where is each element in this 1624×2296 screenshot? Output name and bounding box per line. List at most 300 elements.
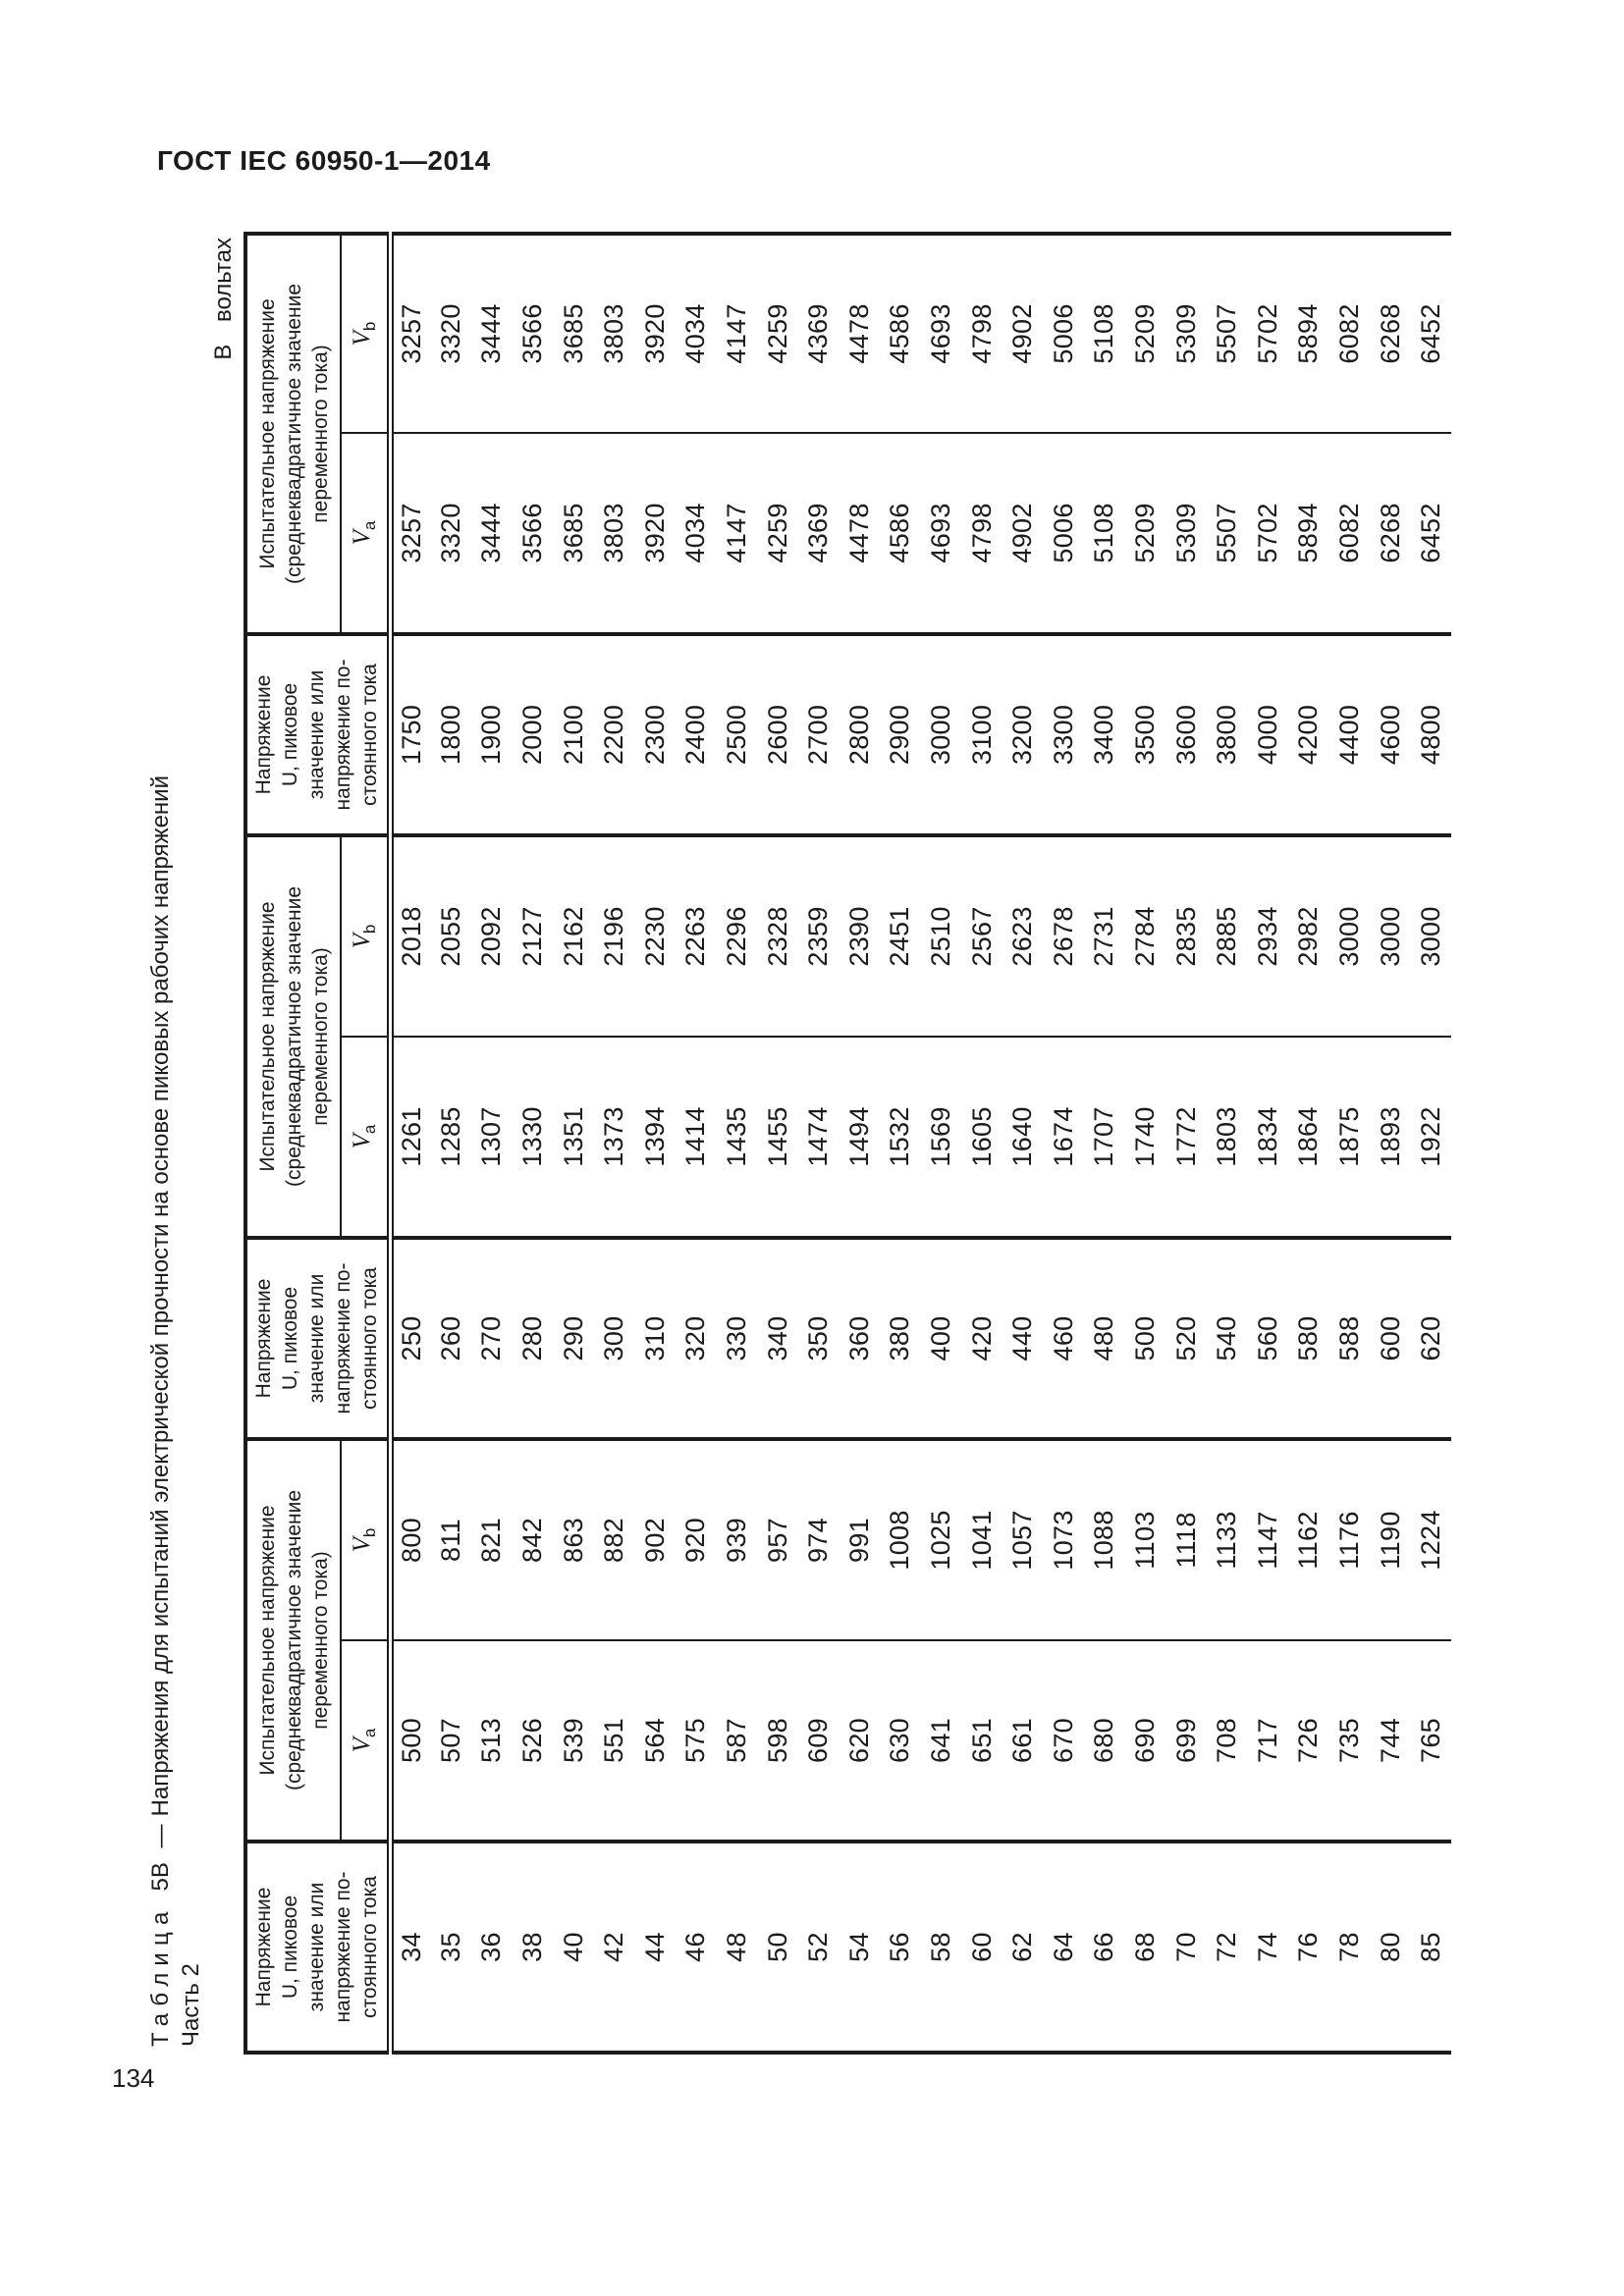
cell-group2-u-row8: 320 [676,1238,717,1439]
cell-group1-va-row16: 661 [1002,1640,1044,1842]
rotated-table-block [147,236,1458,2055]
cell-group3-va-row9: 4147 [717,433,758,634]
cell-group3-va-row4: 3566 [513,433,554,634]
header-text-line: стоянного тока [358,664,382,806]
table-row [635,234,677,2053]
cell-group3-u-row21: 3800 [1207,634,1248,835]
header-vb-group2 [341,835,390,1037]
cell-group1-vb-row2: 811 [431,1439,472,1640]
cell-group1-u-row22: 74 [1252,1932,1282,1962]
cell-group3-u-row22: 4000 [1247,634,1288,835]
cell-group1-u-row24: 78 [1333,1932,1364,1962]
cell-group3-u-row11: 2700 [798,634,839,835]
cell-group3-vb-row23: 5894 [1288,234,1329,433]
table-caption-number: 5В [147,1862,174,1892]
header-text-line: переменного тока) [308,345,332,523]
cell-group1-vb-row11: 974 [798,1439,839,1640]
header-va-group2 [341,1037,390,1238]
table-caption [147,775,175,2047]
cell-group1-u-row14: 58 [926,1932,956,1962]
cell-group1-vb-row6: 882 [594,1439,635,1640]
cell-group2-u-row5: 290 [553,1238,594,1439]
cell-group2-va-row6: 1373 [594,1037,635,1238]
cell-group2-va-row12: 1494 [839,1037,881,1238]
cell-group2-u-row10: 340 [757,1238,798,1439]
cell-group1-vb-row16: 1057 [1002,1439,1044,1640]
cell-group3-va-row1: 3257 [390,433,431,634]
cell-group2-va-row19: 1740 [1125,1037,1166,1238]
table-row [1288,234,1329,2053]
cell-group3-vb-row9: 4147 [717,234,758,433]
cell-group1-va-row6: 551 [594,1640,635,1842]
cell-group1-u-row21: 72 [1212,1932,1242,1962]
table-row [961,234,1002,2053]
header-text-line: значение или [305,1273,329,1404]
cell-group1-vb-row15: 1041 [961,1439,1002,1640]
cell-group2-va-row22: 1834 [1247,1037,1288,1238]
cell-group3-vb-row17: 5006 [1044,234,1085,433]
header-row-main [245,234,341,2053]
header-text-line: U, пиковое [279,682,302,787]
cell-group2-vb-row22: 2934 [1247,835,1288,1037]
cell-group3-u-row20: 3600 [1165,634,1207,835]
cell-group1-va-row5: 539 [553,1640,594,1842]
cell-group2-va-row20: 1772 [1165,1037,1207,1238]
cell-group2-va-row26: 1922 [1411,1037,1452,1238]
cell-group3-vb-row16: 4902 [1002,234,1044,433]
header-test-group3 [245,234,341,634]
v-symbol: V [348,530,375,546]
cell-group3-u-row13: 2900 [880,634,921,835]
header-text-line: стоянного тока [358,1267,382,1410]
cell-group2-vb-row23: 2982 [1288,835,1329,1037]
cell-group1-va-row14: 641 [921,1640,962,1842]
header-vb-group1 [341,1439,390,1640]
v-subscript: a [359,1728,379,1738]
table-row [390,234,431,2053]
header-text-line: напряжение по- [332,659,355,811]
cell-group1-u-row9: 48 [722,1932,752,1962]
cell-group2-vb-row26: 3000 [1411,835,1452,1037]
header-text-line: U, пиковое [279,1895,302,2000]
cell-group3-va-row11: 4369 [798,433,839,634]
cell-group3-u-row1: 1750 [390,634,431,835]
cell-group3-u-row14: 3000 [921,634,962,835]
table-caption-title: Напряжения для испытаний электрической прочности на основе пиковых рабочих напряжений [147,775,174,1817]
cell-group3-va-row10: 4259 [757,433,798,634]
cell-group2-u-row3: 270 [471,1238,513,1439]
cell-group3-va-row26: 6452 [1411,433,1452,634]
cell-group1-va-row4: 526 [513,1640,554,1842]
cell-group3-vb-row14: 4693 [921,234,962,433]
cell-group2-va-row15: 1605 [961,1037,1002,1238]
cell-group1-va-row9: 587 [717,1640,758,1842]
header-test-group1 [245,1439,341,1842]
cell-group1-va-row22: 717 [1247,1640,1288,1842]
header-text-line: Испытательное напряжение [255,1505,279,1776]
cell-group3-u-row8: 2400 [676,634,717,835]
header-text-line: переменного тока) [308,947,332,1126]
v-symbol: V [348,1537,375,1553]
cell-group3-va-row5: 3685 [553,433,594,634]
cell-group2-vb-row25: 3000 [1370,835,1411,1037]
cell-group2-u-row13: 380 [880,1238,921,1439]
cell-group3-u-row25: 4600 [1370,634,1411,835]
cell-group1-u-row7: 44 [639,1932,670,1962]
cell-group1-va-row13: 630 [880,1640,921,1842]
cell-group2-u-row4: 280 [513,1238,554,1439]
header-text-line: Напряжение [252,1278,276,1399]
header-text-line: Напряжение [252,674,276,795]
cell-group3-va-row20: 5309 [1165,433,1207,634]
header-text-line: стоянного тока [358,1876,382,2018]
cell-group2-vb-row3: 2092 [471,835,513,1037]
cell-group1-u-row3: 36 [476,1932,507,1962]
cell-group1-va-row10: 598 [757,1640,798,1842]
cell-group3-va-row22: 5702 [1247,433,1288,634]
page-number: 134 [112,2063,155,2093]
cell-group3-vb-row18: 5108 [1084,234,1125,433]
cell-group2-va-row16: 1640 [1002,1037,1044,1238]
cell-group1-va-row1: 500 [390,1640,431,1842]
cell-group1-va-row3: 513 [471,1640,513,1842]
table-row [1165,234,1207,2053]
cell-group3-vb-row15: 4798 [961,234,1002,433]
cell-group2-vb-row7: 2230 [635,835,677,1037]
cell-group2-vb-row13: 2451 [880,835,921,1037]
table-caption-dash: — [147,1824,174,1848]
cell-group2-u-row21: 540 [1207,1238,1248,1439]
cell-group3-u-row17: 3300 [1044,634,1085,835]
cell-group2-vb-row14: 2510 [921,835,962,1037]
cell-group3-u-row2: 1800 [431,634,472,835]
cell-group3-u-row4: 2000 [513,634,554,835]
cell-group1-u-row4: 38 [517,1932,548,1962]
header-text-line: переменного тока) [308,1551,332,1730]
header-test-group2 [245,835,341,1238]
cell-group1-u-row12: 54 [843,1932,874,1962]
cell-group2-vb-row4: 2127 [513,835,554,1037]
cell-group2-va-row25: 1893 [1370,1037,1411,1238]
cell-group1-u-row6: 42 [599,1932,629,1962]
cell-group2-va-row5: 1351 [553,1037,594,1238]
cell-group3-va-row2: 3320 [431,433,472,634]
cell-group2-u-row11: 350 [798,1238,839,1439]
header-text-line: напряжение по- [332,1871,355,2023]
document-title: ГОСТ IEC 60950-1—2014 [157,145,491,176]
cell-group2-vb-row12: 2390 [839,835,881,1037]
cell-group3-va-row13: 4586 [880,433,921,634]
cell-group1-va-row19: 690 [1125,1640,1166,1842]
table-row [676,234,717,2053]
cell-group3-va-row6: 3803 [594,433,635,634]
cell-group3-vb-row22: 5702 [1247,234,1288,433]
header-u-group1 [245,1842,390,2053]
cell-group1-vb-row7: 902 [635,1439,677,1640]
cell-group2-vb-row15: 2567 [961,835,1002,1037]
header-vb-group3 [341,234,390,433]
header-text-line: (среднеквадратичное значение [282,1489,305,1790]
cell-group3-va-row14: 4693 [921,433,962,634]
header-u-group3 [245,634,390,835]
table-row [1044,234,1085,2053]
cell-group1-va-row25: 744 [1370,1640,1411,1842]
header-va-group3 [341,433,390,634]
table-row [798,234,839,2053]
cell-group2-va-row9: 1435 [717,1037,758,1238]
table-caption-part: Часть 2 [178,1963,204,2047]
cell-group3-u-row26: 4800 [1411,634,1452,835]
cell-group3-va-row8: 4034 [676,433,717,634]
table-row [553,234,594,2053]
cell-group1-vb-row9: 939 [717,1439,758,1640]
cell-group1-vb-row1: 800 [390,1439,431,1640]
cell-group3-va-row23: 5894 [1288,433,1329,634]
cell-group3-va-row12: 4478 [839,433,881,634]
cell-group3-u-row24: 4400 [1329,634,1371,835]
table-row [1329,234,1371,2053]
v-subscript: a [359,520,379,531]
v-subscript: b [359,924,379,934]
cell-group2-u-row9: 330 [717,1238,758,1439]
table-caption-word: Таблица [147,1904,174,2047]
cell-group2-va-row10: 1455 [757,1037,798,1238]
cell-group1-vb-row25: 1190 [1370,1439,1411,1640]
v-subscript: b [359,1527,379,1538]
cell-group1-vb-row5: 863 [553,1439,594,1640]
cell-group1-u-row2: 35 [435,1932,465,1962]
cell-group2-u-row15: 420 [961,1238,1002,1439]
cell-group3-u-row16: 3200 [1002,634,1044,835]
header-row-sub [341,234,390,2053]
table-row [1207,234,1248,2053]
cell-group2-va-row4: 1330 [513,1037,554,1238]
cell-group1-u-row1: 34 [397,1932,427,1962]
cell-group2-u-row22: 560 [1247,1238,1288,1439]
cell-group3-vb-row24: 6082 [1329,234,1371,433]
cell-group2-va-row7: 1394 [635,1037,677,1238]
cell-group2-u-row26: 620 [1411,1238,1452,1439]
table-row [880,234,921,2053]
cell-group3-u-row19: 3500 [1125,634,1166,835]
cell-group3-u-row18: 3400 [1084,634,1125,835]
cell-group2-u-row24: 588 [1329,1238,1371,1439]
cell-group3-u-row5: 2100 [553,634,594,835]
cell-group2-u-row20: 520 [1165,1238,1207,1439]
header-text-line: Испытательное напряжение [255,298,279,569]
cell-group2-vb-row10: 2328 [757,835,798,1037]
cell-group3-u-row3: 1900 [471,634,513,835]
cell-group3-va-row25: 6268 [1370,433,1411,634]
cell-group3-va-row18: 5108 [1084,433,1125,634]
cell-group3-u-row10: 2600 [757,634,798,835]
header-text-line: значение или [305,669,329,800]
cell-group2-u-row7: 310 [635,1238,677,1439]
header-text-line: напряжение по- [332,1262,355,1415]
cell-group3-vb-row4: 3566 [513,234,554,433]
cell-group2-va-row21: 1803 [1207,1037,1248,1238]
table-header [245,234,390,2053]
header-text-line: Испытательное напряжение [255,901,279,1172]
v-subscript: b [359,321,379,332]
header-text-line: значение или [305,1882,329,2012]
cell-group2-u-row16: 440 [1002,1238,1044,1439]
cell-group1-va-row15: 651 [961,1640,1002,1842]
cell-group1-u-row11: 52 [803,1932,834,1962]
cell-group1-vb-row8: 920 [676,1439,717,1640]
table-row [921,234,962,2053]
v-symbol: V [348,1737,375,1753]
voltage-table [244,232,1451,2055]
cell-group1-u-row25: 80 [1375,1932,1405,1962]
cell-group2-vb-row24: 3000 [1329,835,1371,1037]
cell-group2-va-row14: 1569 [921,1037,962,1238]
header-text-line: Напряжение [252,1887,276,2007]
cell-group1-va-row26: 765 [1411,1640,1452,1842]
cell-group2-va-row2: 1285 [431,1037,472,1238]
cell-group1-vb-row21: 1133 [1207,1439,1248,1640]
cell-group1-u-row20: 70 [1170,1932,1201,1962]
cell-group3-vb-row10: 4259 [757,234,798,433]
cell-group1-vb-row23: 1162 [1288,1439,1329,1640]
cell-group1-va-row11: 609 [798,1640,839,1842]
cell-group1-vb-row26: 1224 [1411,1439,1452,1640]
cell-group2-vb-row18: 2731 [1084,835,1125,1037]
header-text-line: U, пиковое [279,1286,302,1391]
cell-group3-va-row17: 5006 [1044,433,1085,634]
cell-group3-u-row23: 4200 [1288,634,1329,835]
cell-group1-u-row23: 76 [1293,1932,1324,1962]
cell-group1-u-row15: 60 [966,1932,997,1962]
cell-group2-vb-row17: 2678 [1044,835,1085,1037]
cell-group1-u-row5: 40 [558,1932,588,1962]
cell-group3-vb-row3: 3444 [471,234,513,433]
cell-group2-vb-row20: 2835 [1165,835,1207,1037]
cell-group2-u-row17: 460 [1044,1238,1085,1439]
cell-group3-vb-row13: 4586 [880,234,921,433]
cell-group2-va-row17: 1674 [1044,1037,1085,1238]
cell-group1-u-row26: 85 [1416,1932,1446,1962]
cell-group1-vb-row12: 991 [839,1439,881,1640]
cell-group2-vb-row1: 2018 [390,835,431,1037]
cell-group1-u-row16: 62 [1007,1932,1038,1962]
table-row [1411,234,1452,2053]
header-va-group1 [341,1640,390,1842]
cell-group3-vb-row1: 3257 [390,234,431,433]
v-symbol: V [348,934,375,949]
cell-group2-va-row11: 1474 [798,1037,839,1238]
cell-group2-u-row23: 580 [1288,1238,1329,1439]
cell-group1-u-row18: 66 [1089,1932,1119,1962]
table-row [717,234,758,2053]
v-symbol: V [348,1134,375,1149]
cell-group3-u-row7: 2300 [635,634,677,835]
cell-group2-vb-row9: 2296 [717,835,758,1037]
cell-group3-vb-row20: 5309 [1165,234,1207,433]
cell-group2-vb-row11: 2359 [798,835,839,1037]
cell-group3-vb-row21: 5507 [1207,234,1248,433]
table-body [390,234,1451,2053]
cell-group1-u-row8: 46 [680,1932,711,1962]
table-row [1247,234,1288,2053]
units-note: В вольтах [210,238,237,360]
cell-group3-vb-row26: 6452 [1411,234,1452,433]
cell-group2-u-row25: 600 [1370,1238,1411,1439]
table-row [1002,234,1044,2053]
cell-group2-va-row23: 1864 [1288,1037,1329,1238]
cell-group3-vb-row7: 3920 [635,234,677,433]
header-text-line: (среднеквадратичное значение [282,283,305,584]
cell-group2-va-row1: 1261 [390,1037,431,1238]
cell-group1-va-row21: 708 [1207,1640,1248,1842]
table-row [471,234,513,2053]
cell-group1-vb-row13: 1008 [880,1439,921,1640]
cell-group1-u-row10: 50 [762,1932,792,1962]
cell-group1-vb-row10: 957 [757,1439,798,1640]
v-subscript: a [359,1124,379,1135]
cell-group3-va-row15: 4798 [961,433,1002,634]
cell-group3-va-row21: 5507 [1207,433,1248,634]
table-row [757,234,798,2053]
table-row [431,234,472,2053]
cell-group1-va-row12: 620 [839,1640,881,1842]
cell-group2-va-row8: 1414 [676,1037,717,1238]
cell-group2-va-row13: 1532 [880,1037,921,1238]
cell-group1-vb-row14: 1025 [921,1439,962,1640]
cell-group3-u-row12: 2800 [839,634,881,835]
table-row [839,234,881,2053]
cell-group2-u-row19: 500 [1125,1238,1166,1439]
cell-group3-vb-row2: 3320 [431,234,472,433]
cell-group3-vb-row8: 4034 [676,234,717,433]
cell-group2-vb-row8: 2263 [676,835,717,1037]
cell-group1-vb-row4: 842 [513,1439,554,1640]
cell-group3-vb-row5: 3685 [553,234,594,433]
cell-group2-u-row18: 480 [1084,1238,1125,1439]
cell-group2-va-row3: 1307 [471,1037,513,1238]
cell-group3-vb-row19: 5209 [1125,234,1166,433]
cell-group1-va-row23: 726 [1288,1640,1329,1842]
cell-group2-va-row18: 1707 [1084,1037,1125,1238]
cell-group3-va-row7: 3920 [635,433,677,634]
cell-group3-va-row19: 5209 [1125,433,1166,634]
table-row [513,234,554,2053]
cell-group2-u-row2: 260 [431,1238,472,1439]
cell-group1-u-row13: 56 [885,1932,915,1962]
cell-group1-va-row8: 575 [676,1640,717,1842]
rotated-table-content [147,236,1458,2055]
cell-group1-vb-row3: 821 [471,1439,513,1640]
cell-group2-va-row24: 1875 [1329,1037,1371,1238]
cell-group1-va-row18: 680 [1084,1640,1125,1842]
cell-group3-u-row6: 2200 [594,634,635,835]
cell-group2-vb-row21: 2885 [1207,835,1248,1037]
cell-group1-vb-row24: 1176 [1329,1439,1371,1640]
cell-group1-vb-row19: 1103 [1125,1439,1166,1640]
cell-group1-va-row7: 564 [635,1640,677,1842]
table-row [594,234,635,2053]
cell-group1-va-row17: 670 [1044,1640,1085,1842]
cell-group2-u-row6: 300 [594,1238,635,1439]
cell-group3-vb-row6: 3803 [594,234,635,433]
cell-group2-u-row12: 360 [839,1238,881,1439]
cell-group1-vb-row17: 1073 [1044,1439,1085,1640]
cell-group2-u-row14: 400 [921,1238,962,1439]
cell-group3-va-row3: 3444 [471,433,513,634]
cell-group2-vb-row6: 2196 [594,835,635,1037]
cell-group1-va-row20: 699 [1165,1640,1207,1842]
cell-group3-u-row15: 3100 [961,634,1002,835]
